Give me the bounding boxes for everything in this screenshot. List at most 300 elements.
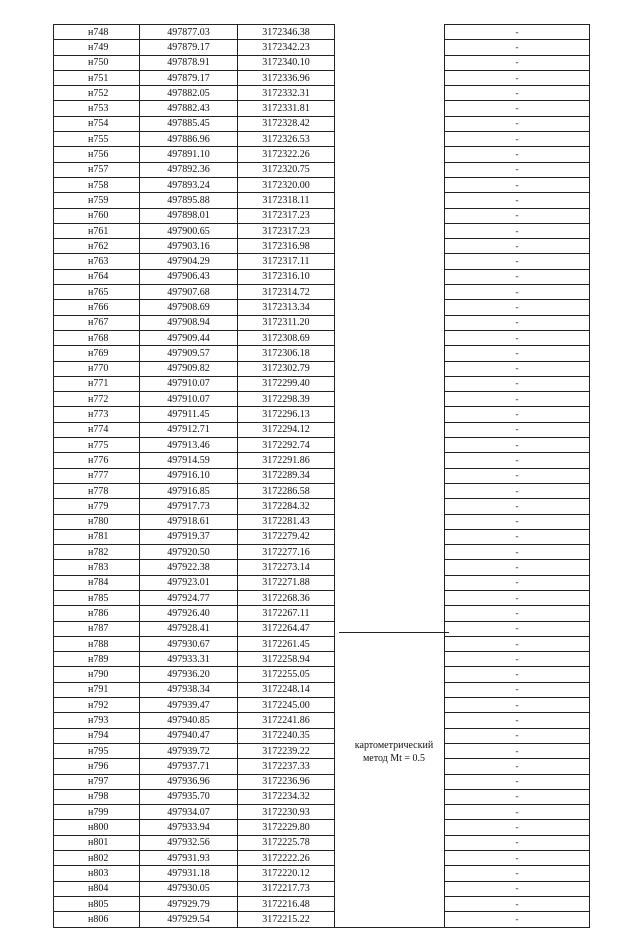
mark-cell: - bbox=[445, 147, 590, 162]
table-row bbox=[54, 40, 590, 55]
y-coordinate-cell: 3172217.73 bbox=[238, 881, 335, 896]
y-coordinate-cell: 3172281.43 bbox=[238, 514, 335, 529]
y-coordinate-cell: 3172222.26 bbox=[238, 851, 335, 866]
mark-cell: - bbox=[445, 682, 590, 697]
point-id-cell: н752 bbox=[54, 86, 140, 101]
point-id-cell: н751 bbox=[54, 70, 140, 85]
mark-cell: - bbox=[445, 560, 590, 575]
x-coordinate-cell: 497931.18 bbox=[140, 866, 238, 881]
point-id-cell: н768 bbox=[54, 330, 140, 345]
mark-cell: - bbox=[445, 468, 590, 483]
x-coordinate-cell: 497930.05 bbox=[140, 881, 238, 896]
mark-cell: - bbox=[445, 361, 590, 376]
x-coordinate-cell: 497912.71 bbox=[140, 422, 238, 437]
method-cell bbox=[335, 698, 445, 713]
mark-cell: - bbox=[445, 774, 590, 789]
method-cell bbox=[335, 25, 445, 40]
table-row bbox=[54, 177, 590, 192]
point-id-cell: н800 bbox=[54, 820, 140, 835]
y-coordinate-cell: 3172277.16 bbox=[238, 545, 335, 560]
table-row bbox=[54, 881, 590, 896]
x-coordinate-cell: 497878.91 bbox=[140, 55, 238, 70]
mark-cell: - bbox=[445, 759, 590, 774]
point-id-cell: н774 bbox=[54, 422, 140, 437]
x-coordinate-cell: 497893.24 bbox=[140, 177, 238, 192]
point-id-cell: н765 bbox=[54, 285, 140, 300]
y-coordinate-cell: 3172320.75 bbox=[238, 162, 335, 177]
y-coordinate-cell: 3172234.32 bbox=[238, 789, 335, 804]
x-coordinate-cell: 497904.29 bbox=[140, 254, 238, 269]
point-id-cell: н797 bbox=[54, 774, 140, 789]
table-row bbox=[54, 239, 590, 254]
y-coordinate-cell: 3172292.74 bbox=[238, 438, 335, 453]
y-coordinate-cell: 3172240.35 bbox=[238, 728, 335, 743]
table-row bbox=[54, 116, 590, 131]
method-cell bbox=[335, 912, 445, 927]
mark-cell: - bbox=[445, 330, 590, 345]
mark-cell: - bbox=[445, 315, 590, 330]
method-cell bbox=[335, 575, 445, 590]
point-id-cell: н756 bbox=[54, 147, 140, 162]
y-coordinate-cell: 3172267.11 bbox=[238, 606, 335, 621]
point-id-cell: н750 bbox=[54, 55, 140, 70]
y-coordinate-cell: 3172215.22 bbox=[238, 912, 335, 927]
method-cell bbox=[335, 162, 445, 177]
point-id-cell: н795 bbox=[54, 743, 140, 758]
table-row bbox=[54, 407, 590, 422]
method-cell bbox=[335, 881, 445, 896]
x-coordinate-cell: 497908.94 bbox=[140, 315, 238, 330]
table-row bbox=[54, 759, 590, 774]
method-group-divider bbox=[339, 632, 449, 633]
table-row bbox=[54, 55, 590, 70]
mark-cell: - bbox=[445, 223, 590, 238]
method-cell bbox=[335, 315, 445, 330]
x-coordinate-cell: 497916.10 bbox=[140, 468, 238, 483]
y-coordinate-cell: 3172328.42 bbox=[238, 116, 335, 131]
x-coordinate-cell: 497939.47 bbox=[140, 698, 238, 713]
mark-cell: - bbox=[445, 254, 590, 269]
y-coordinate-cell: 3172332.31 bbox=[238, 86, 335, 101]
y-coordinate-cell: 3172225.78 bbox=[238, 835, 335, 850]
y-coordinate-cell: 3172311.20 bbox=[238, 315, 335, 330]
y-coordinate-cell: 3172308.69 bbox=[238, 330, 335, 345]
method-cell bbox=[335, 116, 445, 131]
mark-cell: - bbox=[445, 545, 590, 560]
mark-cell: - bbox=[445, 177, 590, 192]
mark-cell: - bbox=[445, 70, 590, 85]
y-coordinate-cell: 3172273.14 bbox=[238, 560, 335, 575]
table-row bbox=[54, 361, 590, 376]
point-id-cell: н793 bbox=[54, 713, 140, 728]
method-cell bbox=[335, 499, 445, 514]
method-cell bbox=[335, 636, 445, 651]
x-coordinate-cell: 497922.38 bbox=[140, 560, 238, 575]
mark-cell: - bbox=[445, 652, 590, 667]
y-coordinate-cell: 3172316.10 bbox=[238, 269, 335, 284]
method-cell bbox=[335, 866, 445, 881]
y-coordinate-cell: 3172220.12 bbox=[238, 866, 335, 881]
point-id-cell: н796 bbox=[54, 759, 140, 774]
x-coordinate-cell: 497906.43 bbox=[140, 269, 238, 284]
x-coordinate-cell: 497911.45 bbox=[140, 407, 238, 422]
x-coordinate-cell: 497910.07 bbox=[140, 392, 238, 407]
method-cell bbox=[335, 483, 445, 498]
method-cell bbox=[335, 606, 445, 621]
x-coordinate-cell: 497919.37 bbox=[140, 529, 238, 544]
method-cell bbox=[335, 300, 445, 315]
table-row bbox=[54, 743, 590, 758]
x-coordinate-cell: 497895.88 bbox=[140, 193, 238, 208]
y-coordinate-cell: 3172306.18 bbox=[238, 346, 335, 361]
mark-cell: - bbox=[445, 514, 590, 529]
mark-cell: - bbox=[445, 728, 590, 743]
table-row bbox=[54, 866, 590, 881]
table-row bbox=[54, 774, 590, 789]
y-coordinate-cell: 3172237.33 bbox=[238, 759, 335, 774]
x-coordinate-cell: 497940.85 bbox=[140, 713, 238, 728]
point-id-cell: н748 bbox=[54, 25, 140, 40]
point-id-cell: н762 bbox=[54, 239, 140, 254]
y-coordinate-cell: 3172258.94 bbox=[238, 652, 335, 667]
table-row bbox=[54, 912, 590, 927]
x-coordinate-cell: 497930.67 bbox=[140, 636, 238, 651]
x-coordinate-cell: 497926.40 bbox=[140, 606, 238, 621]
table-row bbox=[54, 621, 590, 636]
mark-cell: - bbox=[445, 621, 590, 636]
x-coordinate-cell: 497939.72 bbox=[140, 743, 238, 758]
y-coordinate-cell: 3172230.93 bbox=[238, 805, 335, 820]
method-cell bbox=[335, 713, 445, 728]
coordinates-table-body bbox=[54, 25, 590, 928]
point-id-cell: н771 bbox=[54, 376, 140, 391]
table-row bbox=[54, 682, 590, 697]
method-cell bbox=[335, 453, 445, 468]
x-coordinate-cell: 497918.61 bbox=[140, 514, 238, 529]
method-cell bbox=[335, 652, 445, 667]
x-coordinate-cell: 497937.71 bbox=[140, 759, 238, 774]
point-id-cell: н767 bbox=[54, 315, 140, 330]
table-row bbox=[54, 851, 590, 866]
x-coordinate-cell: 497940.47 bbox=[140, 728, 238, 743]
mark-cell: - bbox=[445, 101, 590, 116]
x-coordinate-cell: 497933.31 bbox=[140, 652, 238, 667]
mark-cell: - bbox=[445, 453, 590, 468]
mark-cell: - bbox=[445, 881, 590, 896]
method-label-line1: картометрический bbox=[354, 740, 434, 751]
point-id-cell: н770 bbox=[54, 361, 140, 376]
x-coordinate-cell: 497898.01 bbox=[140, 208, 238, 223]
table-row bbox=[54, 514, 590, 529]
point-id-cell: н792 bbox=[54, 698, 140, 713]
mark-cell: - bbox=[445, 208, 590, 223]
y-coordinate-cell: 3172322.26 bbox=[238, 147, 335, 162]
table-row bbox=[54, 269, 590, 284]
point-id-cell: н784 bbox=[54, 575, 140, 590]
y-coordinate-cell: 3172317.23 bbox=[238, 223, 335, 238]
method-cell bbox=[335, 667, 445, 682]
mark-cell: - bbox=[445, 285, 590, 300]
point-id-cell: н760 bbox=[54, 208, 140, 223]
point-id-cell: н782 bbox=[54, 545, 140, 560]
mark-cell: - bbox=[445, 896, 590, 911]
point-id-cell: н780 bbox=[54, 514, 140, 529]
point-id-cell: н775 bbox=[54, 438, 140, 453]
point-id-cell: н753 bbox=[54, 101, 140, 116]
method-cell bbox=[335, 70, 445, 85]
coordinates-table bbox=[53, 24, 590, 928]
y-coordinate-cell: 3172264.47 bbox=[238, 621, 335, 636]
method-cell bbox=[335, 330, 445, 345]
y-coordinate-cell: 3172317.11 bbox=[238, 254, 335, 269]
x-coordinate-cell: 497909.82 bbox=[140, 361, 238, 376]
x-coordinate-cell: 497929.79 bbox=[140, 896, 238, 911]
method-cell bbox=[335, 621, 445, 636]
method-cell bbox=[335, 147, 445, 162]
table-row bbox=[54, 606, 590, 621]
y-coordinate-cell: 3172216.48 bbox=[238, 896, 335, 911]
point-id-cell: н749 bbox=[54, 40, 140, 55]
mark-cell: - bbox=[445, 25, 590, 40]
mark-cell: - bbox=[445, 590, 590, 605]
method-cell bbox=[335, 590, 445, 605]
point-id-cell: н755 bbox=[54, 132, 140, 147]
method-label-line2: метод Mt = 0.5 bbox=[362, 753, 426, 764]
method-cell bbox=[335, 774, 445, 789]
method-cell bbox=[335, 254, 445, 269]
table-row bbox=[54, 728, 590, 743]
mark-cell: - bbox=[445, 438, 590, 453]
point-id-cell: н802 bbox=[54, 851, 140, 866]
table-row bbox=[54, 315, 590, 330]
point-id-cell: н761 bbox=[54, 223, 140, 238]
x-coordinate-cell: 497879.17 bbox=[140, 40, 238, 55]
mark-cell: - bbox=[445, 713, 590, 728]
point-id-cell: н785 bbox=[54, 590, 140, 605]
method-cell bbox=[335, 239, 445, 254]
point-id-cell: н783 bbox=[54, 560, 140, 575]
table-row bbox=[54, 820, 590, 835]
x-coordinate-cell: 497938.34 bbox=[140, 682, 238, 697]
table-row bbox=[54, 285, 590, 300]
point-id-cell: н754 bbox=[54, 116, 140, 131]
table-row bbox=[54, 545, 590, 560]
method-cell bbox=[335, 285, 445, 300]
x-coordinate-cell: 497885.45 bbox=[140, 116, 238, 131]
table-row bbox=[54, 208, 590, 223]
method-cell bbox=[335, 223, 445, 238]
method-cell bbox=[335, 101, 445, 116]
table-row bbox=[54, 25, 590, 40]
x-coordinate-cell: 497923.01 bbox=[140, 575, 238, 590]
x-coordinate-cell: 497935.70 bbox=[140, 789, 238, 804]
y-coordinate-cell: 3172342.23 bbox=[238, 40, 335, 55]
table-row bbox=[54, 590, 590, 605]
y-coordinate-cell: 3172314.72 bbox=[238, 285, 335, 300]
y-coordinate-cell: 3172313.34 bbox=[238, 300, 335, 315]
point-id-cell: н759 bbox=[54, 193, 140, 208]
mark-cell: - bbox=[445, 851, 590, 866]
table-row bbox=[54, 667, 590, 682]
x-coordinate-cell: 497929.54 bbox=[140, 912, 238, 927]
mark-cell: - bbox=[445, 606, 590, 621]
table-row bbox=[54, 101, 590, 116]
method-cell bbox=[335, 820, 445, 835]
x-coordinate-cell: 497936.96 bbox=[140, 774, 238, 789]
x-coordinate-cell: 497910.07 bbox=[140, 376, 238, 391]
point-id-cell: н805 bbox=[54, 896, 140, 911]
table-row bbox=[54, 300, 590, 315]
mark-cell: - bbox=[445, 820, 590, 835]
x-coordinate-cell: 497914.59 bbox=[140, 453, 238, 468]
table-row bbox=[54, 223, 590, 238]
table-row bbox=[54, 560, 590, 575]
table-row bbox=[54, 453, 590, 468]
method-cell bbox=[335, 896, 445, 911]
mark-cell: - bbox=[445, 86, 590, 101]
x-coordinate-cell: 497891.10 bbox=[140, 147, 238, 162]
method-cell bbox=[335, 86, 445, 101]
table-row bbox=[54, 483, 590, 498]
table-row bbox=[54, 330, 590, 345]
y-coordinate-cell: 3172299.40 bbox=[238, 376, 335, 391]
table-row bbox=[54, 422, 590, 437]
point-id-cell: н757 bbox=[54, 162, 140, 177]
method-cell bbox=[335, 346, 445, 361]
x-coordinate-cell: 497928.41 bbox=[140, 621, 238, 636]
y-coordinate-cell: 3172317.23 bbox=[238, 208, 335, 223]
y-coordinate-cell: 3172245.00 bbox=[238, 698, 335, 713]
method-cell bbox=[335, 55, 445, 70]
point-id-cell: н764 bbox=[54, 269, 140, 284]
mark-cell: - bbox=[445, 193, 590, 208]
method-cell bbox=[335, 376, 445, 391]
x-coordinate-cell: 497907.68 bbox=[140, 285, 238, 300]
mark-cell: - bbox=[445, 835, 590, 850]
table-row bbox=[54, 805, 590, 820]
x-coordinate-cell: 497909.57 bbox=[140, 346, 238, 361]
mark-cell: - bbox=[445, 805, 590, 820]
y-coordinate-cell: 3172284.32 bbox=[238, 499, 335, 514]
mark-cell: - bbox=[445, 269, 590, 284]
y-coordinate-cell: 3172241.86 bbox=[238, 713, 335, 728]
method-cell bbox=[335, 193, 445, 208]
mark-cell: - bbox=[445, 300, 590, 315]
point-id-cell: н778 bbox=[54, 483, 140, 498]
y-coordinate-cell: 3172291.86 bbox=[238, 453, 335, 468]
x-coordinate-cell: 497913.46 bbox=[140, 438, 238, 453]
point-id-cell: н788 bbox=[54, 636, 140, 651]
mark-cell: - bbox=[445, 789, 590, 804]
mark-cell: - bbox=[445, 743, 590, 758]
y-coordinate-cell: 3172294.12 bbox=[238, 422, 335, 437]
mark-cell: - bbox=[445, 55, 590, 70]
method-cell bbox=[335, 789, 445, 804]
method-cell bbox=[335, 468, 445, 483]
y-coordinate-cell: 3172255.05 bbox=[238, 667, 335, 682]
point-id-cell: н794 bbox=[54, 728, 140, 743]
x-coordinate-cell: 497932.56 bbox=[140, 835, 238, 850]
point-id-cell: н789 bbox=[54, 652, 140, 667]
point-id-cell: н773 bbox=[54, 407, 140, 422]
y-coordinate-cell: 3172346.38 bbox=[238, 25, 335, 40]
mark-cell: - bbox=[445, 422, 590, 437]
point-id-cell: н803 bbox=[54, 866, 140, 881]
point-id-cell: н804 bbox=[54, 881, 140, 896]
mark-cell: - bbox=[445, 162, 590, 177]
method-cell bbox=[335, 407, 445, 422]
y-coordinate-cell: 3172229.80 bbox=[238, 820, 335, 835]
x-coordinate-cell: 497916.85 bbox=[140, 483, 238, 498]
mark-cell: - bbox=[445, 40, 590, 55]
mark-cell: - bbox=[445, 483, 590, 498]
mark-cell: - bbox=[445, 698, 590, 713]
table-row bbox=[54, 193, 590, 208]
x-coordinate-cell: 497879.17 bbox=[140, 70, 238, 85]
method-cell bbox=[335, 545, 445, 560]
table-row bbox=[54, 713, 590, 728]
table-row bbox=[54, 698, 590, 713]
table-row bbox=[54, 86, 590, 101]
table-row bbox=[54, 529, 590, 544]
method-cell bbox=[335, 560, 445, 575]
mark-cell: - bbox=[445, 392, 590, 407]
mark-cell: - bbox=[445, 529, 590, 544]
method-cell bbox=[335, 392, 445, 407]
x-coordinate-cell: 497909.44 bbox=[140, 330, 238, 345]
point-id-cell: н791 bbox=[54, 682, 140, 697]
mark-cell: - bbox=[445, 376, 590, 391]
method-cell bbox=[335, 835, 445, 850]
mark-cell: - bbox=[445, 636, 590, 651]
y-coordinate-cell: 3172248.14 bbox=[238, 682, 335, 697]
point-id-cell: н777 bbox=[54, 468, 140, 483]
mark-cell: - bbox=[445, 499, 590, 514]
table-row bbox=[54, 132, 590, 147]
mark-cell: - bbox=[445, 239, 590, 254]
point-id-cell: н776 bbox=[54, 453, 140, 468]
y-coordinate-cell: 3172340.10 bbox=[238, 55, 335, 70]
y-coordinate-cell: 3172331.81 bbox=[238, 101, 335, 116]
x-coordinate-cell: 497903.16 bbox=[140, 239, 238, 254]
mark-cell: - bbox=[445, 667, 590, 682]
mark-cell: - bbox=[445, 866, 590, 881]
x-coordinate-cell: 497900.65 bbox=[140, 223, 238, 238]
y-coordinate-cell: 3172239.22 bbox=[238, 743, 335, 758]
x-coordinate-cell: 497892.36 bbox=[140, 162, 238, 177]
x-coordinate-cell: 497920.50 bbox=[140, 545, 238, 560]
point-id-cell: н763 bbox=[54, 254, 140, 269]
x-coordinate-cell: 497934.07 bbox=[140, 805, 238, 820]
y-coordinate-cell: 3172326.53 bbox=[238, 132, 335, 147]
method-cell bbox=[335, 438, 445, 453]
method-cell bbox=[335, 682, 445, 697]
y-coordinate-cell: 3172236.96 bbox=[238, 774, 335, 789]
x-coordinate-cell: 497886.96 bbox=[140, 132, 238, 147]
point-id-cell: н758 bbox=[54, 177, 140, 192]
point-id-cell: н766 bbox=[54, 300, 140, 315]
point-id-cell: н786 bbox=[54, 606, 140, 621]
table-row bbox=[54, 835, 590, 850]
table-row bbox=[54, 70, 590, 85]
point-id-cell: н799 bbox=[54, 805, 140, 820]
table-row bbox=[54, 147, 590, 162]
x-coordinate-cell: 497924.77 bbox=[140, 590, 238, 605]
x-coordinate-cell: 497882.43 bbox=[140, 101, 238, 116]
point-id-cell: н790 bbox=[54, 667, 140, 682]
y-coordinate-cell: 3172298.39 bbox=[238, 392, 335, 407]
table-row bbox=[54, 499, 590, 514]
